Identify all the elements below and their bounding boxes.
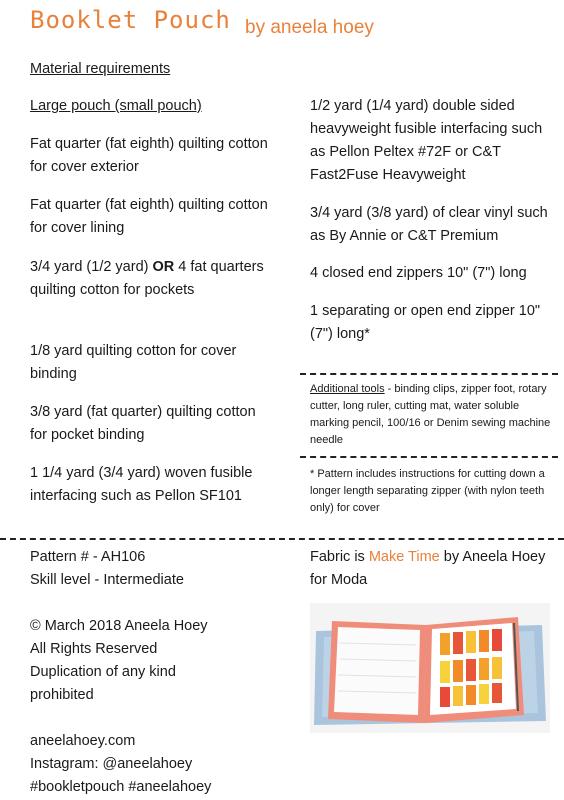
- pattern-title: Booklet Pouch: [30, 6, 231, 34]
- materials-heading: Material requirements: [30, 61, 171, 77]
- pockets-text-after: 4 fat quarters quilting cotton for pockets: [30, 259, 264, 298]
- additional-tools: [310, 381, 555, 449]
- hashtags: #bookletpouch #aneelahoey: [30, 779, 212, 795]
- size-heading: Large pouch (small pouch): [30, 98, 202, 114]
- material-cover-exterior: Fat quarter (fat eighth) quilting cotton for cover exterior: [30, 136, 268, 175]
- skill-level: Skill level - Intermediate: [30, 572, 184, 588]
- website-link[interactable]: aneelahoey.com: [30, 733, 136, 749]
- material-heavyweight-interfacing: 1/2 yard (1/4 yard) double sided heavyweight fusible interfacing such as Pellon Peltex #72F or C&T Fast2Fuse Heavyweight: [310, 98, 543, 183]
- material-separating-zipper: 1 separating or open end zipper 10" (7") long*: [310, 303, 541, 342]
- designer-byline: by aneela hoey: [245, 17, 374, 38]
- instagram-handle[interactable]: Instagram: @aneelahoey: [30, 756, 193, 772]
- product-photo: [310, 603, 550, 733]
- material-cover-lining: Fat quarter (fat eighth) quilting cotton for cover lining: [30, 197, 268, 236]
- material-woven-interfacing: 1 1/4 yard (3/4 yard) woven fusible interfacing such as Pellon SF101: [30, 465, 253, 504]
- divider-footer: [0, 538, 564, 540]
- material-cover-binding: 1/8 yard quilting cotton for cover binding: [30, 343, 237, 382]
- zipper-footnote: * Pattern includes instructions for cutting down a longer length separating zipper (with nylon teeth only) for cover: [310, 468, 545, 514]
- material-pockets: [30, 256, 275, 302]
- pockets-text-before: 3/4 yard (1/2 yard): [30, 259, 153, 275]
- fabric-line-name: Make Time: [368, 549, 440, 565]
- pockets-or-bold: OR: [152, 259, 175, 275]
- duplication-notice-cont: prohibited: [30, 687, 94, 703]
- rights-reserved: All Rights Reserved: [30, 641, 158, 657]
- divider-tools-bottom: [300, 456, 558, 458]
- additional-tools-label: Additional tools: [310, 383, 385, 395]
- material-clear-vinyl: 3/4 yard (3/8 yard) of clear vinyl such as By Annie or C&T Premium: [310, 205, 548, 244]
- material-closed-zippers: 4 closed end zippers 10" (7") long: [310, 265, 527, 281]
- fabric-credit-before: Fabric is: [310, 549, 369, 565]
- duplication-notice: Duplication of any kind: [30, 664, 176, 680]
- pattern-number: Pattern # - AH106: [30, 549, 146, 565]
- additional-tools-text: - binding clips, zipper foot, rotary cutter, long ruler, cutting mat, water soluble marking pencil, 100/16 or Denim sewing machine needle: [310, 383, 551, 446]
- material-pocket-binding: 3/8 yard (fat quarter) quilting cotton for pocket binding: [30, 404, 256, 443]
- fabric-credit: [310, 546, 550, 592]
- fabric-credit-after: by Aneela Hoey for Moda: [310, 549, 546, 588]
- copyright-line: © March 2018 Aneela Hoey: [30, 618, 208, 634]
- divider-tools-top: [300, 373, 558, 375]
